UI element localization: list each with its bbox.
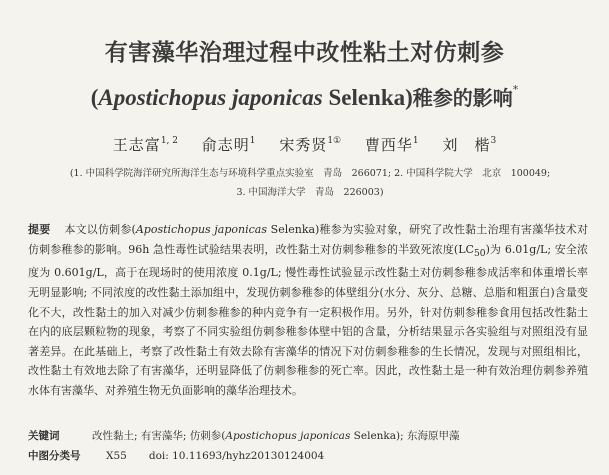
author [365, 136, 419, 154]
author [113, 136, 178, 154]
title-species-authority: Selenka) [322, 85, 413, 110]
title-paren-open: ( [90, 85, 99, 110]
author-affiliation-mark: 1 [249, 136, 256, 146]
affiliation-line2: 3. 中国海洋大学 青岛 226003) [236, 187, 384, 198]
keywords-species-name: Apostichopus japonicas [225, 430, 351, 442]
keywords-text-part2: Selenka); 东海原甲藻 [350, 430, 460, 442]
author-affiliation-mark: 1, 2 [160, 136, 178, 146]
author-name: 曹西华 [364, 136, 413, 154]
keywords-label: 关键词 [28, 430, 60, 442]
abstract-species-name: Apostichopus japonicas [135, 223, 267, 236]
abstract-text-part1: 本文以仿刺参( [64, 223, 136, 236]
keywords-line [28, 428, 588, 443]
abstract-label: 提要 [28, 223, 51, 236]
author-name: 俞志明 [201, 136, 250, 154]
author [442, 136, 496, 154]
abstract-lc50-subscript: 50 [473, 247, 486, 259]
title-species-italic [98, 85, 322, 110]
author [279, 136, 341, 154]
author-name: 宋秀贤 [279, 136, 328, 154]
classification-code: X55 [106, 450, 127, 462]
abstract-text-part3: )为 6.01g/L; 安全浓度为 0.601g/L，高于在现场时的使用浓度 0.1g/L; 慢性毒性试验显示改性黏土对仿刺参稚参成活率和体重增长率无明显影响; 不同浓度的改性黏土添加组中，发现仿刺参稚参的体壁组分(水分、灰分、总糖、总脂和粗蛋白)含量变化不大，改性黏土的加入对减少仿刺参稚参的种内竞争有一定积极作用。另外，针对仿刺参稚参食用包括改性黏土在内的底层颗粒物的现象，考察了不同实验组仿刺参稚参体壁中铝的含量，分析结果显示各实验组与对照组没有显著差异。在此基础上，考察了改性黏土有效去除有害藻华的情况下对仿刺参稚参的生长情况，发现与对照组相比，改性黏土有效地去除了有害藻华，还明显降低了仿刺参稚参的死亡率。因此，改性黏土是一种有效治理仿刺参养殖水体有害藻华、对养殖生物无负面影响的藻华治理技术。 [28, 242, 588, 397]
author-affiliation-mark: 3 [490, 136, 497, 146]
author-name: 王志富 [112, 136, 161, 154]
doi-text: doi: 10.11693/hyhz20130124004 [148, 450, 325, 462]
title-footnote-star: * [512, 83, 519, 96]
title-species-name: Apostichopus japonicas [98, 85, 323, 110]
author-affiliation-mark: 1 [412, 136, 419, 146]
author-name: 刘 楷 [442, 136, 491, 154]
paper-title-line1: 有害藻华治理过程中改性粘土对仿刺参 [104, 40, 505, 66]
author-list [0, 134, 609, 155]
abstract-text-part2: Selenka)稚参为实验对象，研究了改性黏土治理有害藻华技术对仿刺参稚参的影响。96h 急性毒性试验结果表明，改性黏土对仿刺参稚参的半致死浓度(LC [28, 223, 589, 256]
keywords-text-part1: 改性黏土; 有害藻华; 仿刺参( [92, 430, 226, 442]
affiliation-line1: (1. 中国科学院海洋研究所海洋生态与环境科学重点实验室 青岛 266071; 2. 中国科学院大学 北京 100049; [69, 168, 551, 179]
author [202, 136, 256, 154]
classification-label: 中图分类号 [28, 450, 81, 462]
paper-title-line2 [0, 82, 609, 111]
classification-line [28, 448, 588, 463]
abstract [28, 220, 588, 401]
author-affiliation-mark: 1① [327, 136, 342, 146]
title-line2-chinese: 稚参的影响 [412, 86, 513, 110]
